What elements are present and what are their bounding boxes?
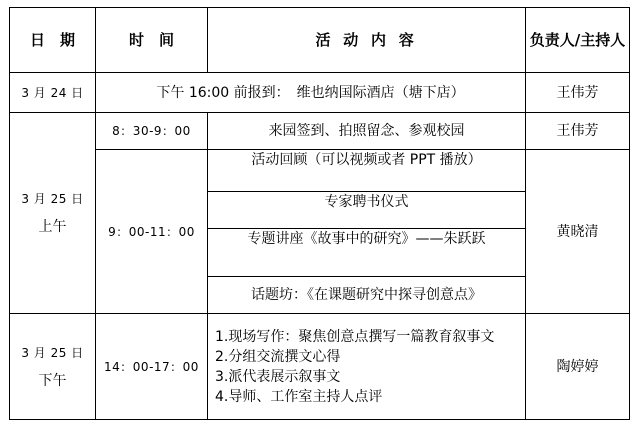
person-cell: 陶婷婷 — [526, 314, 630, 420]
content-item: 话题坊：《在课题研究中探寻创意点》 — [251, 287, 482, 303]
list-item: 3.派代表展示叙事文 — [215, 368, 341, 385]
content-cell: 来园签到、拍照留念、参观校园 — [208, 113, 526, 150]
list-item: 2.分组交流撰文心得 — [215, 348, 341, 365]
content-item: 专家聘书仪式 — [324, 194, 409, 210]
content-cell — [208, 229, 526, 277]
header-time-label: 时 间 — [128, 31, 174, 49]
content-cell — [208, 192, 526, 229]
period-label: 上午 — [38, 219, 67, 235]
row-march-24 — [10, 73, 630, 113]
person-cell: 王伟芳 — [526, 73, 630, 113]
row-march-25-pm — [10, 314, 630, 420]
date-cell-am — [10, 113, 96, 314]
date-cell: 3 月 24 日 — [10, 73, 96, 113]
list-item: 4.导师、工作室主持人点评 — [215, 388, 383, 405]
header-person — [526, 8, 630, 73]
content-cell — [208, 150, 526, 192]
date-label: 3 月 25 日 — [21, 192, 84, 206]
header-person-label: 负责人/主持人 — [529, 31, 626, 49]
time-cell: 8：30-9：00 — [96, 113, 208, 150]
header-content-label: 活 动 内 容 — [315, 31, 418, 49]
header-row — [10, 8, 630, 73]
date-label: 3 月 25 日 — [21, 345, 84, 360]
schedule-table — [9, 7, 630, 420]
list-item: 1.现场写作：聚焦创意点撰写一篇教育叙事文 — [215, 328, 495, 345]
period-label: 下午 — [38, 372, 67, 389]
header-date-label: 日 期 — [29, 31, 75, 49]
person-cell: 黄晓清 — [526, 150, 630, 314]
content-cell: 下午 16:00 前报到： 维也纳国际酒店（塘下店） — [96, 73, 526, 113]
row-march-25-am-slot1 — [10, 113, 630, 150]
row-am-item1 — [10, 150, 630, 192]
header-time — [96, 8, 208, 73]
person-cell: 王伟芳 — [526, 113, 630, 150]
header-content — [208, 8, 526, 73]
schedule-document — [9, 7, 629, 420]
content-item: 活动回顾（可以视频或者 PPT 播放） — [251, 152, 482, 168]
time-cell: 14：00-17：00 — [96, 314, 208, 420]
content-list — [208, 314, 526, 420]
header-date — [10, 8, 96, 73]
time-cell: 9：00-11：00 — [96, 150, 208, 314]
date-cell-pm — [10, 314, 96, 420]
content-item: 专题讲座《故事中的研究》——朱跃跃 — [247, 231, 486, 247]
content-cell — [208, 277, 526, 314]
